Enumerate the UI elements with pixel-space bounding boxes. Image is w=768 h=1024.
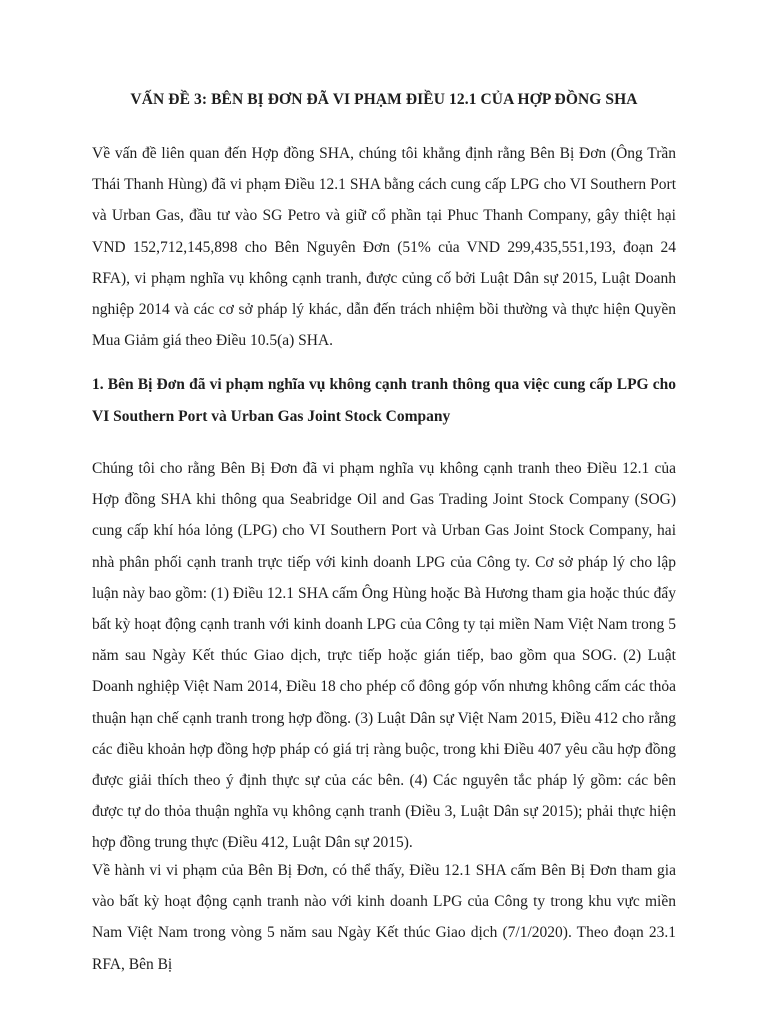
section-heading: 1. Bên Bị Đơn đã vi phạm nghĩa vụ không cạnh tranh thông qua việc cung cấp LPG cho VI Southern Port và Urban Gas Joint Stock Company <box>92 376 676 425</box>
section-paragraph-2: Về hành vi vi phạm của Bên Bị Đơn, có thể thấy, Điều 12.1 SHA cấm Bên Bị Đơn tham gia vào bất kỳ hoạt động cạnh tranh nào với kinh doanh LPG của Công ty trong khu vực miền Nam Việt Nam trong vòng 5 năm sau Ngày Kết thúc Giao dịch (7/1/2020). Theo đoạn 23.1 RFA, Bên Bị <box>92 862 676 973</box>
intro-paragraph: Về vấn đề liên quan đến Hợp đồng SHA, chúng tôi khẳng định rằng Bên Bị Đơn (Ông Trần Thái Thanh Hùng) đã vi phạm Điều 12.1 SHA bằng cách cung cấp LPG cho VI Southern Port và Urban Gas, đầu tư vào SG Petro và giữ cổ phần tại Phuc Thanh Company, gây thiệt hại VND 152,712,145,898 cho Bên Nguyên Đơn (51% của VND 299,435,551,193, đoạn 24 RFA), vi phạm nghĩa vụ không cạnh tranh, được củng cố bởi Luật Dân sự 2015, Luật Doanh nghiệp 2014 và các cơ sở pháp lý khác, dẫn đến trách nhiệm bồi thường và thực hiện Quyền Mua Giảm giá theo Điều 10.5(a) SHA. <box>92 145 676 350</box>
section-paragraph-1: Chúng tôi cho rằng Bên Bị Đơn đã vi phạm nghĩa vụ không cạnh tranh theo Điều 12.1 của Hợp đồng SHA khi thông qua Seabridge Oil and Gas Trading Joint Stock Company (SOG) cung cấp khí hóa lỏng (LPG) cho VI Southern Port và Urban Gas Joint Stock Company, hai nhà phân phối cạnh tranh trực tiếp với kinh doanh LPG của Công ty. Cơ sở pháp lý cho lập luận này bao gồm: (1) Điều 12.1 SHA cấm Ông Hùng hoặc Bà Hương tham gia hoặc thúc đẩy bất kỳ hoạt động cạnh tranh với kinh doanh LPG của Công ty tại miền Nam Việt Nam trong 5 năm sau Ngày Kết thúc Giao dịch, trực tiếp hoặc gián tiếp, bao gồm qua SOG. (2) Luật Doanh nghiệp Việt Nam 2014, Điều 18 cho phép cổ đông góp vốn nhưng không cấm các thỏa thuận hạn chế cạnh tranh trong hợp đồng. (3) Luật Dân sự Việt Nam 2015, Điều 412 cho rằng các điều khoản hợp đồng hợp pháp có giá trị ràng buộc, trong khi Điều 407 yêu cầu hợp đồng được giải thích theo ý định thực sự của các bên. (4) Các nguyên tắc pháp lý gồm: các bên được tự do thỏa thuận nghĩa vụ không cạnh tranh (Điều 3, Luật Dân sự 2015); phải thực hiện hợp đồng trung thực (Điều 412, Luật Dân sự 2015). <box>92 460 676 852</box>
document-title: VẤN ĐỀ 3: BÊN BỊ ĐƠN ĐÃ VI PHẠM ĐIỀU 12.1 CỦA HỢP ĐỒNG SHA <box>130 91 638 108</box>
